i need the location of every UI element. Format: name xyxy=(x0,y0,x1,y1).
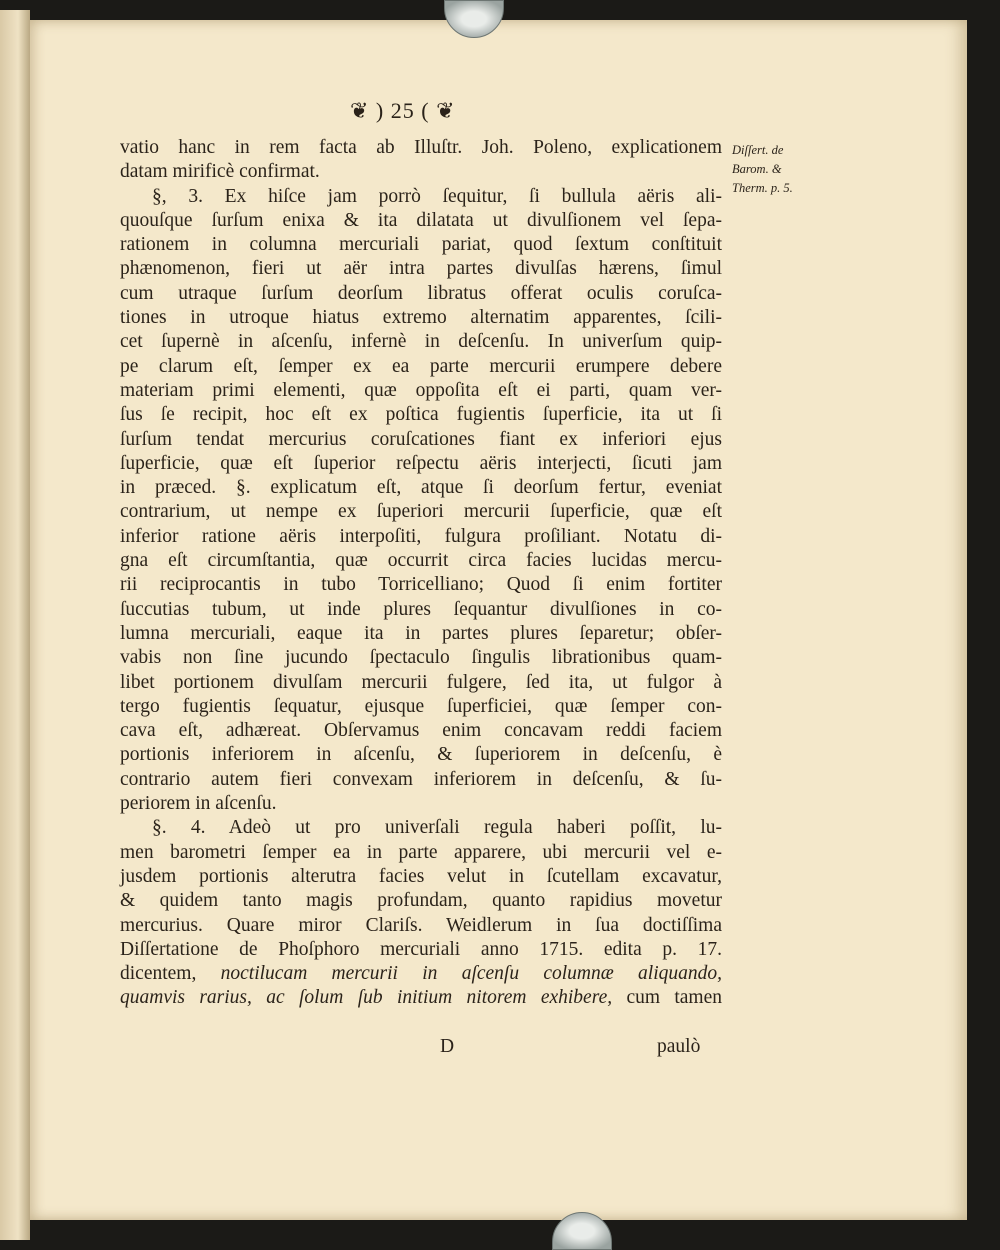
italic-quote: noctilucam mercurii in aſcenſu columnæ aliquando, xyxy=(220,963,723,985)
text-span: cum tamen xyxy=(612,987,722,1009)
text-span: dicentem, xyxy=(120,963,221,985)
text-line: §. 4. Adeò ut pro univerſali regula haberi poſſit, lu- xyxy=(152,817,722,839)
text-line: in præced. §. explicatum eſt, atque ſi deorſum fertur, eveniat xyxy=(120,477,722,499)
text-line: ſurſum tendat mercurius coruſcationes fiant ex inferiori ejus xyxy=(120,428,722,450)
text-line: ſuccutias tubum, ut inde plures ſequantur divulſiones in co- xyxy=(120,598,722,620)
margin-note-line: Therm. p. 5. xyxy=(732,181,793,195)
text-line: contrario autem fieri convexam inferiorem in deſcenſu, & ſu- xyxy=(120,768,722,790)
margin-note xyxy=(732,141,793,198)
text-line: datam mirificè confirmat. xyxy=(120,161,320,183)
text-line: tergo fugientis ſequatur, ejusque ſuperficiei, quæ ſemper con- xyxy=(120,695,722,717)
text-line: contrarium, ut nempe ex ſuperiori mercurii ſuperficie, quæ eſt xyxy=(120,501,722,523)
text-line: ſus ſe recipit, hoc eſt ex poſtica fugientis ſuperficie, ita ut ſi xyxy=(120,404,722,426)
text-line: quouſque ſurſum enixa & ita dilatata ut divulſionem vel ſepa- xyxy=(120,209,722,231)
text-line: portionis inferiorem in aſcenſu, & ſuperiorem in deſcenſu, è xyxy=(120,744,722,766)
text-line: cava eſt, adhæreat. Obſervamus enim concavam reddi faciem xyxy=(120,720,722,742)
text-line: libet portionem divulſam mercurii fulgere, ſed ita, ut fulgor à xyxy=(120,671,722,693)
text-line xyxy=(120,986,722,1010)
text-line: lumna mercuriali, eaque ita in partes plures ſeparetur; obſer- xyxy=(120,622,722,644)
text-line: rii reciprocantis in tubo Torricelliano; Quod ſi enim fortiter xyxy=(120,574,722,596)
text-line: vatio hanc in rem facta ab Illuſtr. Joh. Poleno, explicationem xyxy=(120,137,722,158)
text-line: cum utraque ſurſum deorſum libratus offerat oculis coruſca- xyxy=(120,282,722,304)
text-line: Diſſertatione de Phoſphoro mercuriali anno 1715. edita p. 17. xyxy=(120,938,722,960)
text-line: inferior ratione aëris interpoſiti, fulgura proſiliant. Notatu di- xyxy=(120,525,722,547)
italic-quote: quamvis rarius, ac ſolum ſub initium nitorem exhibere, xyxy=(120,987,613,1009)
text-line: men barometri ſemper ea in parte apparere, ubi mercurii vel e- xyxy=(120,841,722,863)
signature-mark: D xyxy=(440,1036,455,1057)
text-line xyxy=(120,962,722,986)
text-line: tiones in utroque hiatus extremo alternatim apparentes, ſcili- xyxy=(120,307,722,329)
text-line: periorem in aſcenſu. xyxy=(120,793,277,815)
text-line: rationem in columna mercuriali pariat, quod ſextum conſtituit xyxy=(120,234,722,256)
text-line: pe clarum eſt, ſemper ex ea parte mercurii erumpere debere xyxy=(120,355,722,377)
text-line: ſuperficie, quæ eſt ſuperior reſpectu aëris interjecti, ſicuti jam xyxy=(120,452,722,474)
text-line: mercurius. Quare miror Clariſs. Weidlerum in ſua doctiſſima xyxy=(120,914,722,936)
catchword: paulò xyxy=(657,1036,701,1057)
text-line: & quidem tanto magis profundam, quanto rapidius movetur xyxy=(120,890,722,912)
body-text xyxy=(120,136,722,1011)
facing-page-edge xyxy=(0,10,30,1240)
text-line: phænomenon, fieri ut aër intra partes divulſas hærens, ſimul xyxy=(120,258,722,280)
margin-note-line: Diſſert. de xyxy=(732,143,784,157)
text-line: §, 3. Ex hiſce jam porrò ſequitur, ſi bullula aëris ali- xyxy=(152,185,722,207)
text-line: materiam primi elementi, quæ oppoſita eſt ei parti, quam ver- xyxy=(120,379,722,401)
margin-note-line: Barom. & xyxy=(732,162,782,176)
text-line: cet ſupernè in aſcenſu, infernè in deſcenſu. In univerſum quip- xyxy=(120,331,722,353)
text-line: vabis non ſine jucundo ſpectaculo ſingulis librationibus quam- xyxy=(120,647,722,669)
page-number-header: ❦ ) 25 ( ❦ xyxy=(350,98,456,123)
text-line: gna eſt circumſtantia, quæ occurrit circa facies lucidas mercu- xyxy=(120,550,722,572)
text-line: jusdem portionis alterutra facies velut in ſcutellam excavatur, xyxy=(120,865,722,887)
